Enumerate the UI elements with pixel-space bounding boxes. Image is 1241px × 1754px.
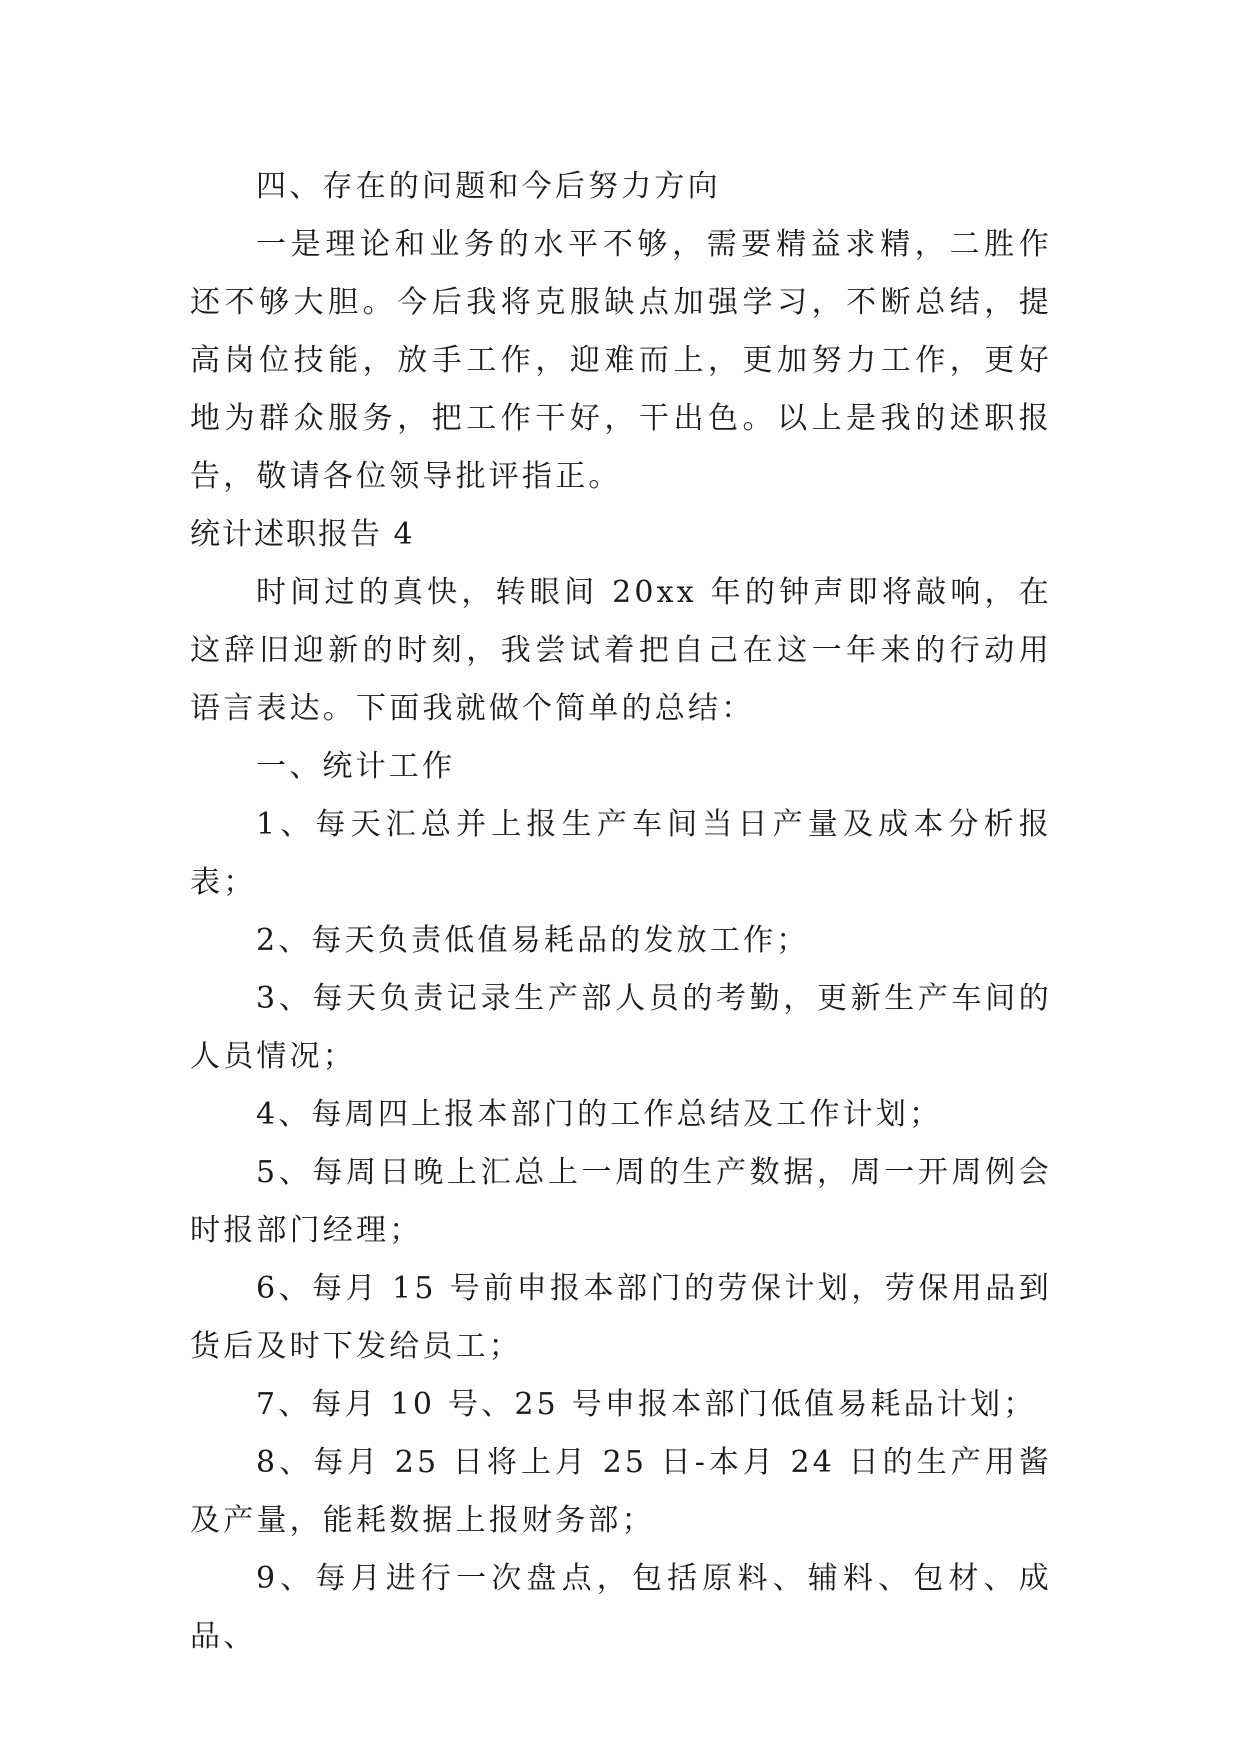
- list-item-2: 2、每天负责低值易耗品的发放工作；: [256, 923, 810, 958]
- report-title: 统计述职报告 4: [190, 517, 415, 552]
- section-heading-problems: 四、存在的问题和今后努力方向: [256, 169, 721, 204]
- section-heading-statistics: 一、统计工作: [256, 749, 456, 784]
- list-item-9: 9、每月进行一次盘点，包括原料、辅料、包材、成品、: [190, 1561, 1052, 1654]
- list-item-5: 5、每周日晚上汇总上一周的生产数据，周一开周例会时报部门经理；: [190, 1155, 1052, 1248]
- list-item-8: 8、每月 25 日将上月 25 日-本月 24 日的生产用酱及产量，能耗数据上报财务部；: [190, 1445, 1052, 1538]
- paragraph-intro: 时间过的真快，转眼间 20xx 年的钟声即将敲响，在这辞旧迎新的时刻，我尝试着把自己在这一年来的行动用语言表达。下面我就做个简单的总结：: [190, 575, 1052, 726]
- list-item-4: 4、每周四上报本部门的工作总结及工作计划；: [256, 1097, 943, 1132]
- document-page: [190, 158, 1052, 1666]
- list-item-1: 1、每天汇总并上报生产车间当日产量及成本分析报表；: [190, 807, 1052, 900]
- paragraph-problems-body: 一是理论和业务的水平不够，需要精益求精，二胜作还不够大胆。今后我将克服缺点加强学习，不断总结，提高岗位技能，放手工作，迎难而上，更加努力工作，更好地为群众服务，把工作干好，干出色。以上是我的述职报告，敬请各位领导批评指正。: [190, 227, 1052, 494]
- list-item-7: 7、每月 10 号、25 号申报本部门低值易耗品计划；: [256, 1387, 1037, 1422]
- list-item-3: 3、每天负责记录生产部人员的考勤，更新生产车间的人员情况；: [190, 981, 1052, 1074]
- list-item-6: 6、每月 15 号前申报本部门的劳保计划，劳保用品到货后及时下发给员工；: [190, 1271, 1052, 1364]
